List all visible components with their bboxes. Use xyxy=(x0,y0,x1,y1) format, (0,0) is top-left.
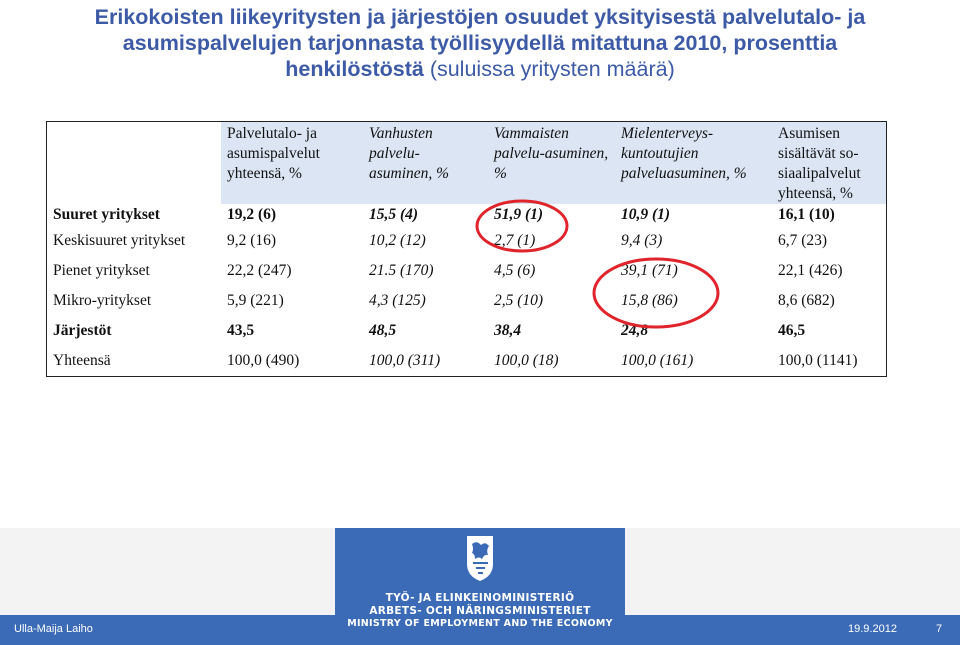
header-social-services: Asumisen sisältävät so-siaalipalvelut yhteensä, % xyxy=(772,122,887,205)
table-cell: 9,4 (3) xyxy=(621,232,663,249)
title-line-1: Erikokoisten liikeyritysten ja järjestöjen osuudet yksityisestä palvelutalo- ja xyxy=(94,5,866,29)
table-row xyxy=(47,316,887,346)
footer-author: Ulla-Maija Laiho xyxy=(14,623,93,635)
table-row xyxy=(47,286,887,316)
title-line-3 xyxy=(0,56,960,82)
ministry-logo xyxy=(335,528,625,643)
table-cell: 2,5 (10) xyxy=(494,292,544,309)
table-cell: 46,5 xyxy=(778,322,806,339)
table-cell: 22,2 (247) xyxy=(227,262,292,279)
table-cell: 24,8 xyxy=(621,322,649,339)
row-label: Suuret yritykset xyxy=(53,206,160,223)
table-cell: 10,9 (1) xyxy=(621,206,671,223)
table-cell: 100,0 (490) xyxy=(227,352,300,369)
table-cell: 9,2 (16) xyxy=(227,232,277,249)
table-cell: 5,9 (221) xyxy=(227,292,284,309)
table-cell: 100,0 (18) xyxy=(494,352,559,369)
logo-text-english: MINISTRY OF EMPLOYMENT AND THE ECONOMY xyxy=(347,618,613,629)
row-label: Mikro-yritykset xyxy=(53,292,152,309)
table-row xyxy=(47,204,887,226)
table-cell: 43,5 xyxy=(227,322,255,339)
table-cell: 51,9 (1) xyxy=(494,206,544,223)
header-mental-health: Mielenterveys-kuntoutujien palveluasuminen, % xyxy=(615,122,772,205)
row-label: Keskisuuret yritykset xyxy=(53,232,186,249)
table-cell: 19,2 (6) xyxy=(227,206,277,223)
table-cell: 22,1 (426) xyxy=(778,262,843,279)
table-cell: 4,5 (6) xyxy=(494,262,536,279)
table-cell: 15,8 (86) xyxy=(621,292,678,309)
table-cell: 21.5 (170) xyxy=(369,262,434,279)
lion-emblem-icon xyxy=(463,534,497,582)
share-table xyxy=(46,121,887,377)
table-row xyxy=(47,226,887,256)
table-cell: 38,4 xyxy=(494,322,522,339)
row-label: Yhteensä xyxy=(53,352,111,369)
footer-page-number: 7 xyxy=(936,623,943,635)
table-cell: 10,2 (12) xyxy=(369,232,426,249)
table-cell: 4,3 (125) xyxy=(369,292,426,309)
table-row xyxy=(47,256,887,286)
footer-date: 19.9.2012 xyxy=(848,623,897,635)
logo-text-finnish: TYÖ- JA ELINKEINOMINISTERIÖ xyxy=(385,592,575,604)
header-elderly: Vanhusten palvelu-asuminen, % xyxy=(363,122,488,205)
title-line-3-bold: henkilöstöstä xyxy=(285,57,424,81)
slide-title xyxy=(0,4,960,82)
header-total: Palvelutalo- ja asumispalvelut yhteensä, % xyxy=(221,122,363,205)
title-line-2: asumispalvelujen tarjonnasta työllisyydellä mitattuna 2010, prosenttia xyxy=(122,31,838,55)
row-label: Järjestöt xyxy=(53,322,112,339)
table-cell: 6,7 (23) xyxy=(778,232,828,249)
row-label: Pienet yritykset xyxy=(53,262,150,279)
table-row xyxy=(47,346,887,377)
title-line-3-normal: (suluissa yritysten määrä) xyxy=(423,57,675,81)
table-cell: 2,7 (1) xyxy=(494,232,536,249)
table-cell: 48,5 xyxy=(369,322,397,339)
table-cell: 15,5 (4) xyxy=(369,206,419,223)
table-cell: 100,0 (1141) xyxy=(778,352,858,369)
header-corner xyxy=(47,122,222,205)
header-row xyxy=(47,122,887,205)
logo-text-swedish: ARBETS- OCH NÄRINGSMINISTERIET xyxy=(369,605,591,617)
table-cell: 100,0 (161) xyxy=(621,352,694,369)
header-disabled: Vammaisten palvelu-asuminen, % xyxy=(488,122,615,205)
table-cell: 39,1 (71) xyxy=(621,262,678,279)
table-cell: 8,6 (682) xyxy=(778,292,835,309)
table-cell: 100,0 (311) xyxy=(369,352,441,369)
table-cell: 16,1 (10) xyxy=(778,206,835,223)
